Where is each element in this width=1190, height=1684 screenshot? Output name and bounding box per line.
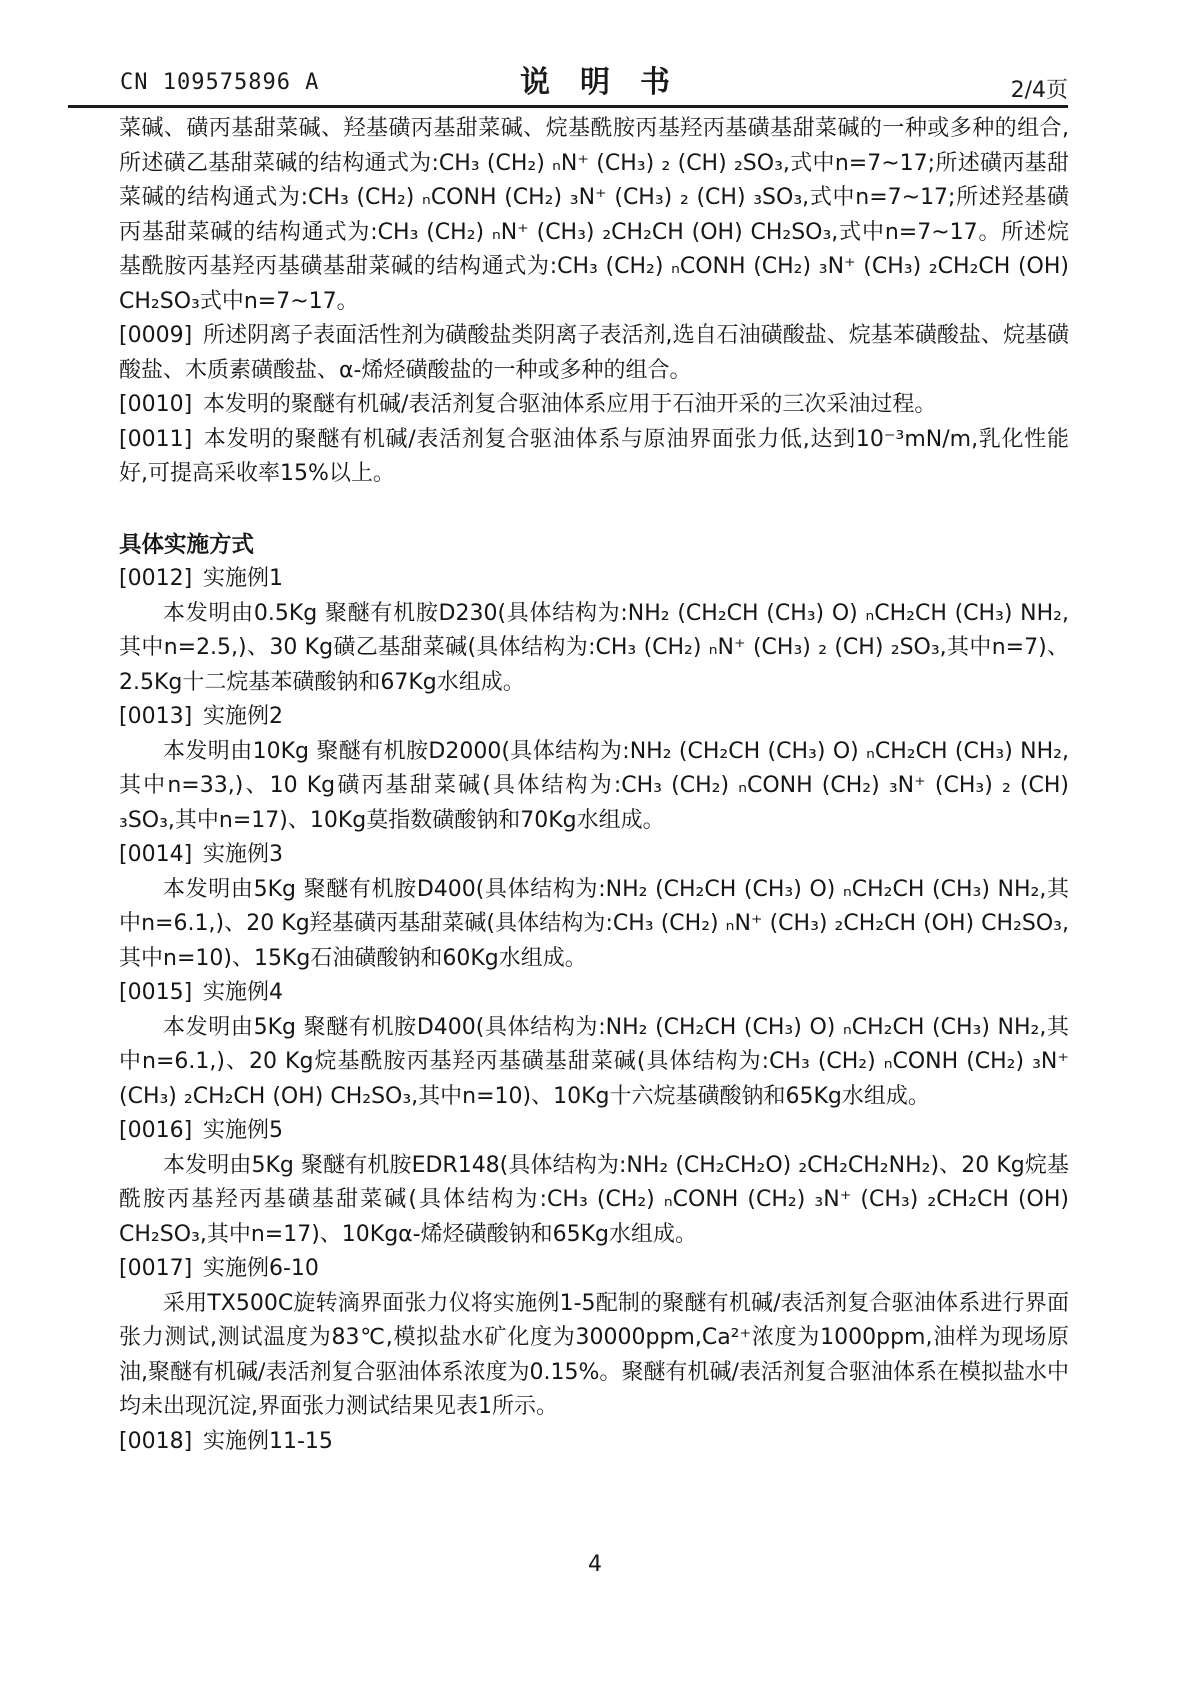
paragraph-continuation — [119, 112, 1069, 319]
header-page-indicator: 2/4页 — [1010, 78, 1068, 103]
section-heading: 具体实施方式 — [119, 531, 255, 558]
paragraph-text: 本发明由5Kg 聚醚有机胺D400(具体结构为:NH₂ (CH₂CH (CH₃) O) ₙCH₂CH (CH₃) NH₂,其中n=6.1,)、20 Kg烷基酰胺丙基羟丙基磺基甜菜碱(具体结构为:CH₃ (CH₂) ₙCONH (CH₂) ₃N⁺ (CH₃) ₂CH₂CH (OH) CH₂SO₃,其中n=10)、10Kg十六烷基磺酸钠和65Kg水组成。 — [119, 1014, 1069, 1109]
paragraph-text: 采用TX500C旋转滴界面张力仪将实施例1-5配制的聚醚有机碱/表活剂复合驱油体系进行界面张力测试,测试温度为83℃,模拟盐水矿化度为30000ppm,Ca²⁺浓度为1000ppm,油样为现场原油,聚醚有机碱/表活剂复合驱油体系浓度为0.15%。聚醚有机碱/表活剂复合驱油体系在模拟盐水中均未出现沉淀,界面张力测试结果见表1所示。 — [119, 1290, 1069, 1419]
paragraph-text: 实施例1 — [203, 566, 283, 591]
header-divider — [68, 105, 1068, 108]
paragraph-text: 本发明由0.5Kg 聚醚有机胺D230(具体结构为:NH₂ (CH₂CH (CH₃) O) ₙCH₂CH (CH₃) NH₂,其中n=2.5,)、30 Kg磺乙基甜菜碱(具体结构为:CH₃ (CH₂) ₙN⁺ (CH₃) ₂ (CH) ₂SO₃,其中n=7)、2.5Kg十二烷基苯磺酸钠和67Kg水组成。 — [119, 600, 1069, 695]
paragraph-text: 菜碱、磺丙基甜菜碱、羟基磺丙基甜菜碱、烷基酰胺丙基羟丙基磺基甜菜碱的一种或多种的组合,所述磺乙基甜菜碱的结构通式为:CH₃ (CH₂) ₙN⁺ (CH₃) ₂ (CH) ₂SO₃,式中n=7~17;所述磺丙基甜菜碱的结构通式为:CH₃ (CH₂) ₙCONH (CH₂) ₃N⁺ (CH₃) ₂ (CH) ₃SO₃,式中n=7~17;所述羟基磺丙基甜菜碱的结构通式为:CH₃ (CH₂) ₙN⁺ (CH₃) ₂CH₂CH (OH) CH₂SO₃,式中n=7~17。所述烷基酰胺丙基羟丙基磺基甜菜碱的结构通式为:CH₃ (CH₂) ₙCONH (CH₂) ₃N⁺ (CH₃) ₂CH₂CH (OH) CH₂SO₃式中n=7~17。 — [119, 116, 1069, 314]
paragraph-0016 — [119, 1114, 1069, 1149]
paragraph-example1-body — [119, 597, 1069, 701]
paragraph-example5-body — [119, 1149, 1069, 1253]
paragraph-example4-body — [119, 1011, 1069, 1115]
paragraph-tag: [0017] — [119, 1256, 193, 1281]
paragraph-0009 — [119, 319, 1069, 388]
paragraph-text: 本发明由5Kg 聚醚有机胺EDR148(具体结构为:NH₂ (CH₂CH₂O) ₂CH₂CH₂NH₂)、20 Kg烷基酰胺丙基羟丙基磺基甜菜碱(具体结构为:CH₃ (CH₂) ₙCONH (CH₂) ₃N⁺ (CH₃) ₂CH₂CH (OH) CH₂SO₃,其中n=17)、10Kgα-烯烃磺酸钠和65Kg水组成。 — [119, 1152, 1069, 1247]
paragraph-tag: [0014] — [119, 842, 193, 867]
paragraph-0011 — [119, 423, 1069, 492]
paragraph-example3-body — [119, 873, 1069, 977]
paragraph-text: 所述阴离子表面活性剂为磺酸盐类阴离子表活剂,选自石油磺酸盐、烷基苯磺酸盐、烷基磺酸盐、木质素磺酸盐、α-烯烃磺酸盐的一种或多种的组合。 — [119, 323, 1069, 383]
paragraph-text: 本发明由10Kg 聚醚有机胺D2000(具体结构为:NH₂ (CH₂CH (CH₃) O) ₙCH₂CH (CH₃) NH₂,其中n=33,)、10 Kg磺丙基甜菜碱(具体结构为:CH₃ (CH₂) ₙCONH (CH₂) ₃N⁺ (CH₃) ₂ (CH) ₃SO₃,其中n=17)、10Kg莫指数磺酸钠和70Kg水组成。 — [119, 738, 1069, 833]
paragraph-tag: [0018] — [119, 1428, 193, 1454]
paragraph-text: 实施例4 — [203, 980, 283, 1005]
paragraph-text: 实施例3 — [203, 842, 283, 867]
footer-page-number: 4 — [588, 1552, 602, 1577]
paragraph-example2-body — [119, 735, 1069, 839]
paragraph-0014 — [119, 838, 1069, 873]
header-doc-title: 说明书 — [520, 65, 700, 100]
paragraph-tag: [0009] — [119, 323, 193, 348]
paragraph-0018 — [119, 1425, 1069, 1460]
paragraph-0017 — [119, 1252, 1069, 1287]
paragraph-tag: [0011] — [119, 426, 193, 452]
page-body — [119, 112, 1069, 1459]
paragraph-0013 — [119, 700, 1069, 735]
paragraph-tag: [0013] — [119, 704, 193, 729]
paragraph-text: 实施例11-15 — [203, 1428, 333, 1454]
paragraph-text: 实施例2 — [203, 704, 283, 729]
paragraph-text: 本发明由5Kg 聚醚有机胺D400(具体结构为:NH₂ (CH₂CH (CH₃) O) ₙCH₂CH (CH₃) NH₂,其中n=6.1,)、20 Kg羟基磺丙基甜菜碱(具体结构为:CH₃ (CH₂) ₙN⁺ (CH₃) ₂CH₂CH (OH) CH₂SO₃,其中n=10)、15Kg石油磺酸钠和60Kg水组成。 — [119, 876, 1069, 971]
paragraph-examples6-10-body — [119, 1287, 1069, 1425]
paragraph-0015 — [119, 976, 1069, 1011]
paragraph-text: 实施例6-10 — [203, 1256, 319, 1281]
paragraph-tag: [0012] — [119, 566, 193, 591]
header-patent-number: CN 109575896 A — [120, 70, 320, 95]
paragraph-0010 — [119, 388, 1069, 423]
paragraph-0012 — [119, 562, 1069, 597]
paragraph-text: 本发明的聚醚有机碱/表活剂复合驱油体系与原油界面张力低,达到10⁻³mN/m,乳化性能好,可提高采收率15%以上。 — [119, 426, 1069, 486]
paragraph-tag: [0010] — [119, 392, 193, 417]
paragraph-text: 本发明的聚醚有机碱/表活剂复合驱油体系应用于石油开采的三次采油过程。 — [203, 392, 937, 417]
paragraph-tag: [0015] — [119, 980, 193, 1005]
paragraph-tag: [0016] — [119, 1118, 193, 1143]
paragraph-text: 实施例5 — [203, 1118, 283, 1143]
